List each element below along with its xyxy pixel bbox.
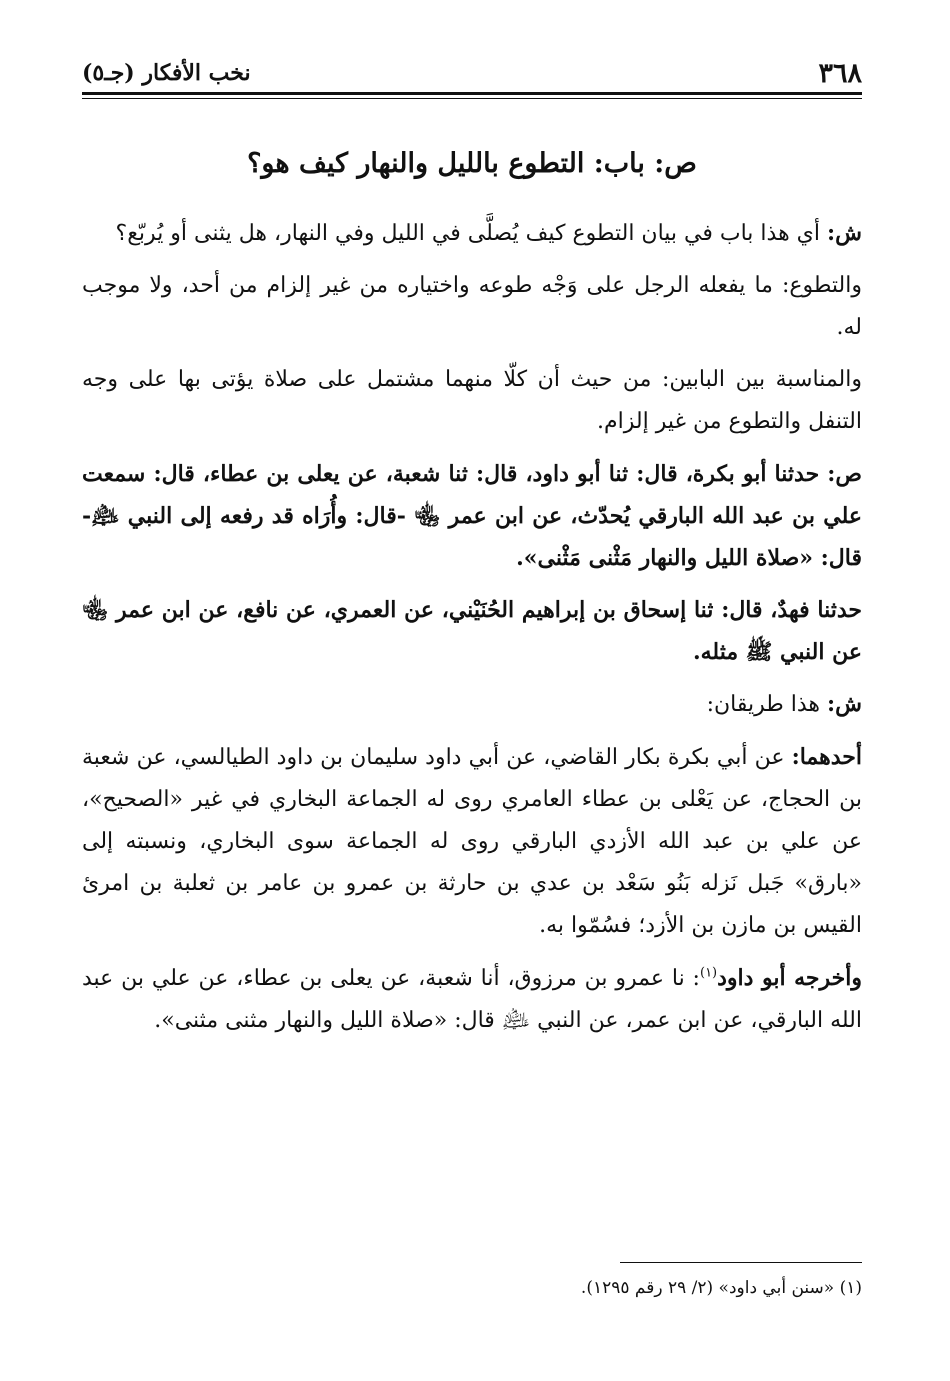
page-header: [82, 52, 862, 92]
paragraph: [82, 359, 862, 443]
paragraph: [82, 957, 862, 1042]
paragraph-text: عن أبي بكرة بكار القاضي، عن أبي داود سليمان بن داود الطيالسي، عن شعبة بن الحجاج، عن يَعْلى بن عطاء العامري روى له الجماعة البخاري في غير «الصحيح»، عن علي بن عبد الله الأزدي البارقي روى له الجماعة سوى البخاري، ونسبته إلى «بارق» جَبل نَزله بَنُو سَعْد بن عدي بن حارثة بن عمرو بن عامر بن ثعلبة بن امرئ القيس بن مازن بن الأزد؛ فسُمّوا به.: [82, 745, 862, 938]
paragraph: [82, 683, 862, 726]
paragraph-text: حدثنا أبو بكرة، قال: ثنا أبو داود، قال: ثنا شعبة، عن يعلى بن عطاء، قال: سمعت علي بن عبد الله البارقي يُحدّث، عن ابن عمر ﵄ -قال: وأُرَاه قد رفعه إلى النبي ﵇- قال: «صلاة الليل والنهار مَثْنى مَثْنى».: [82, 461, 862, 571]
paragraph-label: وأخرجه أبو داود: [717, 965, 862, 991]
footnote: (١) «سنن أبي داود» (٢/ ٢٩ رقم ١٢٩٥).: [580, 1278, 862, 1298]
paragraph-label: ش:: [827, 691, 862, 717]
footnote-marker[interactable]: (١): [699, 965, 718, 981]
paragraph: [82, 453, 862, 579]
header-rule-thin: [82, 98, 862, 99]
paragraph-text: أي هذا باب في بيان التطوع كيف يُصلَّى في الليل وفي النهار، هل يثنى أو يُربّع؟: [115, 221, 828, 246]
paragraph-text: : نا عمرو بن مرزوق، أنا شعبة، عن يعلى بن عطاء، عن علي بن عبد الله البارقي، عن ابن عمر، عن النبي ﵇ قال: «صلاة الليل والنهار مثنى مثنى».: [82, 966, 862, 1033]
paragraph-text: حدثنا فهدٌ، قال: ثنا إسحاق بن إبراهيم الحُنَيْني، عن العمري، عن نافع، عن ابن عمر ﵄ عن النبي ﷺ مثله.: [82, 597, 862, 665]
paragraph: [82, 212, 862, 255]
paragraph-label: أحدهما:: [791, 744, 862, 770]
page-number: ٣٦٨: [818, 58, 862, 89]
footnote-rule: [620, 1262, 862, 1263]
running-title: نخب الأفكار (جـ٥): [82, 60, 251, 86]
chapter-title: ص: باب: التطوع بالليل والنهار كيف هو؟: [247, 148, 697, 179]
paragraph: [82, 265, 862, 349]
paragraph-text: هذا طريقان:: [706, 692, 828, 717]
body-text: [82, 212, 862, 1052]
paragraph-text: والمناسبة بين البابين: من حيث أن كلّا منهما مشتمل على صلاة يؤتى بها على وجه التنفل والتطوع من غير إلزام.: [82, 367, 862, 434]
paragraph-label: ش:: [827, 220, 862, 246]
paragraph: [82, 736, 862, 947]
paragraph-label: ص:: [827, 461, 862, 487]
paragraph-text: والتطوع: ما يفعله الرجل على وَجْه طوعه واختياره من غير إلزام من أحد، ولا موجب له.: [82, 273, 862, 340]
paragraph: [82, 589, 862, 673]
header-rule-thick: [82, 92, 862, 95]
